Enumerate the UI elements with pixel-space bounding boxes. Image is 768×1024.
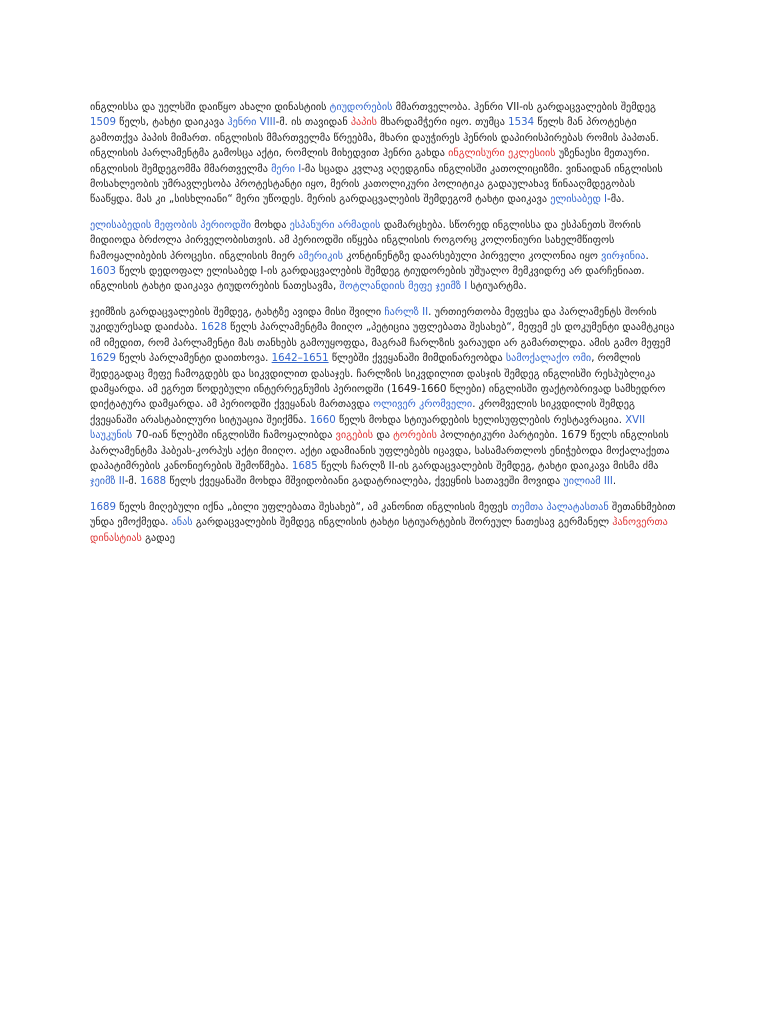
article-link[interactable]: უილიამ III	[563, 476, 613, 488]
missing-article-link[interactable]: ვიგების	[335, 430, 374, 442]
article-link[interactable]: ვირჯინია	[601, 250, 646, 262]
paragraph-text: მხარდამჭერი იყო. თუმცა	[377, 117, 509, 129]
paragraph-text: წელს მიღებული იქნა „ბილი უფლებათა შესახებ“, ამ კანონით ინგლისის მეფეს	[115, 501, 512, 513]
paragraph-text: და	[373, 430, 394, 442]
paragraph-text: კონტინენტზე დაარსებული პირველი კოლონია იყო	[343, 250, 602, 262]
paragraph-text: გარდაცვალების შემდეგ ინგლისის ტახტი სტიუარტების შორეულ ნათესავ გერმანელ	[192, 517, 613, 529]
paragraph-text: -მ. ის თავიდან	[275, 117, 351, 129]
article-link[interactable]: XVII საუკუნის	[90, 414, 646, 442]
missing-article-link[interactable]: ტორების	[393, 430, 437, 442]
paragraph-elizabeth	[90, 218, 676, 295]
paragraph-text: სტიუარტმა.	[467, 281, 527, 293]
article-link[interactable]: ამერიკის	[298, 250, 344, 262]
paragraph-text: შეთანხმებით უნდა ემოქმედა.	[90, 501, 676, 529]
article-link[interactable]: ჩარლზ II	[384, 306, 429, 318]
paragraph-text: -მ.	[124, 476, 141, 488]
article-link[interactable]: 1689	[90, 501, 116, 513]
article-link[interactable]: ოლივერ კრომველი	[373, 399, 473, 411]
paragraph-text: 70-იან წლებში ინგლისში ჩამოყალიბდა	[132, 430, 336, 442]
article-link[interactable]: ტიუდორების	[329, 102, 393, 113]
paragraph-text: .	[612, 476, 617, 488]
article-link[interactable]: 1534	[508, 117, 535, 129]
article-link[interactable]: ჰენრი VIII	[227, 117, 276, 129]
paragraph-stuarts	[90, 305, 676, 490]
paragraph-text: წელს მან პროტესტი გამოთქვა პაპის მიმართ. ინგლისის მმართველმა წრეებმა, მხარი დაუჭირეს ჰენრის დაპირისპირებას რომის პაპთან. ინგლისის პარლამენტმა გამოსცა აქტი, რომლის მიხედვით ჰენრი გახდა	[90, 117, 659, 160]
paragraph-text: წელს მოხდა სტიუარდების ხელისუფლების რესტავრაცია.	[335, 414, 626, 426]
paragraph-text: .	[645, 250, 649, 262]
paragraph-text: გადაე	[141, 532, 175, 544]
article-link[interactable]: შოტლანდიის მეფე ჯეიმზ I	[339, 281, 468, 293]
article-link[interactable]: 1660	[309, 414, 336, 426]
article-link[interactable]: ჯეიმზ II	[90, 476, 125, 488]
article-link[interactable]: 1628	[201, 322, 227, 334]
paragraph-text: პოლიტიკური პარტიები. 1679 წელს ინგლისის პარლამენტმა ჰაბეას-კორპუს აქტი მიიღო. აქტი ადამიანის უფლებებს იცავდა, სასამართლოს ენიჭებოდა მოქალაქეთა დაპატიმრების კანონიერების შემოწმება.	[90, 430, 670, 472]
paragraph-text: მოხდა	[251, 219, 290, 231]
paragraph-text: . კრომველის სიკვდილის შემდეგ ქვეყანაში არასტაბილური სიტუაცია შეიქმნა.	[90, 399, 635, 426]
missing-article-link[interactable]: ჰანოვერთა დინასტიას	[90, 517, 668, 544]
article-link[interactable]: 1642–1651	[271, 353, 329, 365]
paragraph-tudors	[90, 100, 676, 208]
missing-article-link[interactable]: ინგლისური ეკლესიის	[448, 148, 556, 160]
paragraph-text: ჯეიმზის გარდაცვალების შემდეგ, ტახტზე ავიდა მისი შვილი	[90, 306, 385, 318]
article-link[interactable]: 1603	[90, 266, 116, 278]
article-link[interactable]: ანას	[171, 517, 193, 529]
paragraph-text: , რომლის შედეგადაც მეფე ჩამოგდებს და სიკვდილით დასაჯეს. ჩარლზის სიკვდილით დასჯის შემდეგ ინგლისში რესპუბლიკა დამყარდა. ამ ეგრეთ წოდებული ინტერრეგნუმის პერიოდში (1649-1660 წლები) ინგლისში ფაქტობრივად სამხედრო დიქტატურა დამყარდა. ამ პერიოდში ქვეყანას მართავდა	[90, 353, 666, 411]
article-link[interactable]: სამოქალაქო ომი	[505, 353, 592, 365]
article-link[interactable]: ესპანური არმადის	[289, 219, 381, 231]
paragraph-text: წელს პარლამენტი დაითხოვა.	[115, 353, 272, 365]
paragraph-text: წელს პარლამენტმა მიიღო „პეტიცია უფლებათა შესახებ“, მეფემ ეს დოკუმენტი დაამტკიცა იმ იმედით, რომ პარლამენტი მას თანხებს გამოუყოფდა, მაგრამ ჩარლზის ვარაუდი არ გამართლდა. ამის გამო მეფემ	[90, 322, 675, 349]
article-body	[90, 100, 676, 556]
paragraph-text: წელს ჩარლზ II-ის გარდაცვალების შემდეგ, ტახტი დაიკავა მისმა ძმა	[317, 460, 659, 472]
paragraph-text: . ურთიერთობა მეფესა და პარლამენტს შორის უკიდურესად დაიძაბა.	[90, 306, 657, 334]
paragraph-text: წლებში ქვეყანაში მიმდინარეობდა	[328, 353, 506, 365]
paragraph-text: დამარცხება. სწორედ ინგლისსა და ესპანეთს შორის მიდიოდა ბრძოლა პირველობისთვის. ამ პერიოდში იწყება ინგლისის როგორც კოლონიური სახელმწიფოს ჩამოყალიბების პროცესი. ინგლისის მიერ	[90, 219, 642, 262]
article-link[interactable]: ელისაბედის მეფობის პერიოდში	[90, 219, 252, 231]
article-link[interactable]: მერი I	[271, 163, 302, 175]
paragraph-bill-of-rights	[90, 500, 676, 546]
article-link[interactable]: 1685	[291, 460, 318, 472]
article-link[interactable]: თემთა პალატასთან	[511, 501, 609, 513]
paragraph-text: -მა სცადა კვლავ აღედგინა ინგლისში კათოლიციზმი. ვინაიდან ინგლისის მოსახლეობის უმრავლესობა პროტესტანტი იყო, მერის კათოლიკური პოლიტიკა გადაულახავ წინააღმდეგობას წააწყდა. მას კი „სისხლიანი“ მერი უწოდეს. მერის გარდაცვალების შემდეგომ ტახტი დაიკავა	[90, 163, 663, 206]
article-link[interactable]: 1688	[140, 476, 167, 488]
paragraph-text: -მა.	[607, 194, 625, 206]
missing-article-link[interactable]: პაპის	[350, 117, 377, 129]
paragraph-text: უზენაესი მეთაური. ინგლისის შემდეგომმა მმართველმა	[90, 148, 650, 175]
paragraph-text: მმართველობა. ჰენრი VII-ის გარდაცვალების შემდეგ	[392, 102, 656, 113]
paragraph-text: წელს ქვეყანაში მოხდა მშვიდობიანი გადატრიალება, ქვეყნის სათავეში მოვიდა	[166, 476, 564, 488]
paragraph-text: წელს, ტახტი დაიკავა	[115, 117, 228, 129]
paragraph-text: წელს დედოფალ ელისაბედ I-ის გარდაცვალების შემდეგ ტიუდორების უშუალო მემკვიდრე არ დარჩენიათ. ინგლისის ტახტი დაიკავა ტიუდორების ნათესავმა,	[90, 266, 645, 293]
paragraph-text: ინგლისსა და უელსში დაიწყო ახალი დინასტიის	[90, 102, 330, 113]
article-link[interactable]: 1629	[90, 353, 116, 365]
article-link[interactable]: 1509	[90, 117, 116, 129]
article-link[interactable]: ელისაბედ I	[550, 194, 608, 206]
